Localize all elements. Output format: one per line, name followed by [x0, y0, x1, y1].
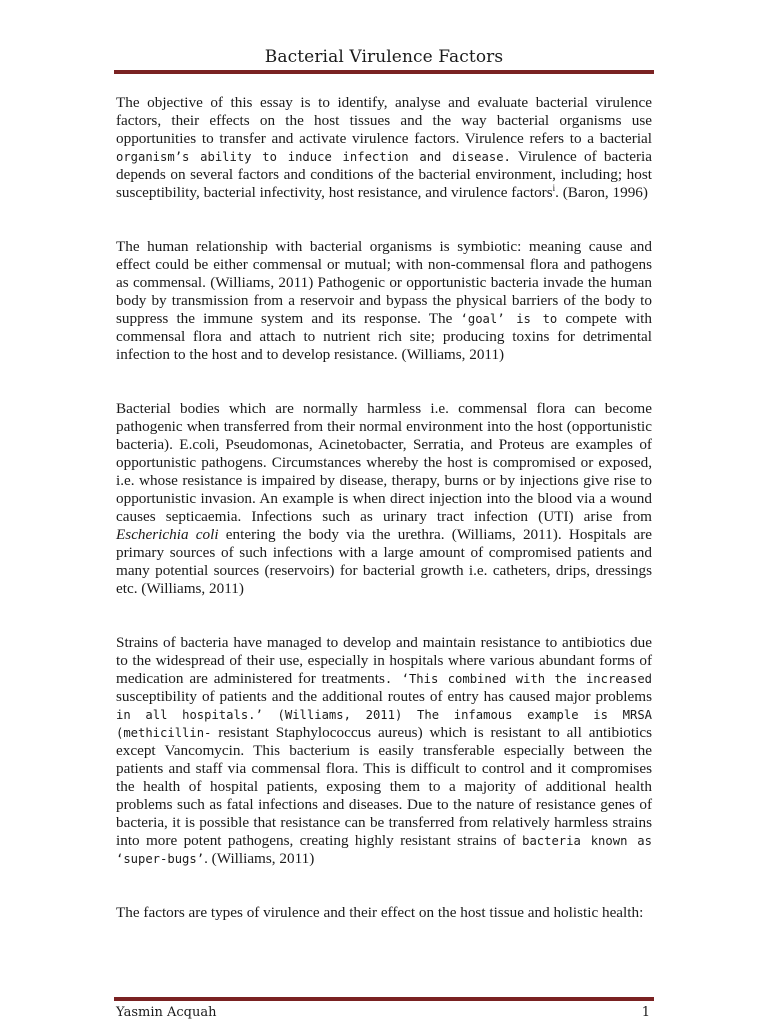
paragraph-text-alt-font: ‘goal’ is to — [460, 312, 558, 326]
paragraph-text: . (Williams, 2011) — [204, 850, 315, 867]
document-body — [116, 94, 652, 922]
paragraph-text: susceptibility of patients and the additional routes of entry has caused major problems — [116, 688, 652, 705]
paragraph-text: Bacterial bodies which are normally harmless i.e. commensal flora can become pathogenic when transferred from their normal environment into the host (opportunistic bacteria). E.coli, Pseudomonas, Acinetobacter, Serratia, and Proteus are examples of opportunistic pathogens. Circumstances whereby the host is compromised or exposed, i.e. whose resistance is impaired by disease, therapy, burns or by injections give rise to opportunistic invasion. An example is when direct injection into the blood via a wound causes septicaemia. Infections such as urinary tract infection (UTI) arise from — [116, 400, 652, 525]
paragraph-text: Strains of bacteria have managed to develop and maintain resistance to antibiotics due to the widespread of their use, especially in hospitals where various abundant forms of medication are administered for treatments — [116, 634, 652, 687]
paragraph-text: Virulence of bacteria depends on several factors and conditions of the bacterial environment, including; host susceptibility, bacterial infectivity, host resistance, and virulence factors — [116, 148, 652, 201]
paragraph-text: entering the body via the urethra. (Williams, 2011). Hospitals are primary sources of such infections with a large amount of compromised patients and many potential sources (reservoirs) for bacterial growth i.e. catheters, drips, dressings etc. (Williams, 2011) — [116, 526, 652, 597]
footer-rule — [114, 997, 654, 1001]
paragraph-text-alt-font: bacteria known as ‘super-bugs’ — [116, 834, 652, 866]
footer-author: Yasmin Acquah — [116, 1005, 217, 1020]
species-name: Escherichia coli — [116, 526, 219, 543]
paragraph-symbiosis — [116, 238, 652, 364]
paragraph-factors-intro — [116, 904, 652, 922]
paragraph-opportunistic — [116, 400, 652, 598]
header-rule — [114, 70, 654, 74]
paragraph-objective — [116, 94, 652, 202]
paragraph-text: resistant Staphylococcus aureus) which is resistant to all antibiotics except Vancomycin. This bacterium is easily transferable especially between the patients and staff via commensal flora. This is difficult to control and it compromises the health of hospital patients, exposing them to a majority of additional health problems such as fatal infections and diseases. Due to the nature of resistance genes of bacteria, it is possible that resistance can be transferred from relatively harmless strains into more potent pathogens, creating highly resistant strains of — [116, 724, 652, 849]
paragraph-text-alt-font: . ‘This combined with the increased — [384, 672, 652, 686]
paragraph-text: compete with commensal flora and attach to nutrient rich site; producing toxins for detrimental infection to the host and to develop resistance. (Williams, 2011) — [116, 310, 652, 363]
paragraph-text: The factors are types of virulence and their effect on the host tissue and holistic health: — [116, 904, 644, 921]
paragraph-resistance — [116, 634, 652, 868]
paragraph-text: The objective of this essay is to identify, analyse and evaluate bacterial virulence factors, their effects on the host tissues and the way bacterial organisms use opportunities to transfer and activate virulence factors. Virulence refers to a bacterial — [116, 94, 652, 147]
paragraph-text: . (Baron, 1996) — [555, 184, 648, 201]
page-number: 1 — [641, 1005, 650, 1020]
paragraph-text-alt-font: in all hospitals.’ (Williams, 2011) The infamous example is MRSA (methicillin- — [116, 708, 652, 740]
paragraph-text: The human relationship with bacterial organisms is symbiotic: meaning cause and effect could be either commensal or mutual; with non-commensal flora and pathogens as commensal. (Williams, 2011) Pathogenic or opportunistic bacteria invade the human body by transmission from a reservoir and bypass the physical barriers of the body to suppress the immune system and its response. The — [116, 238, 652, 327]
footnote-marker: i — [552, 182, 556, 193]
page-header-title: Bacterial Virulence Factors — [264, 47, 504, 67]
paragraph-text-alt-font: organism’s ability to induce infection and disease. — [116, 150, 511, 164]
